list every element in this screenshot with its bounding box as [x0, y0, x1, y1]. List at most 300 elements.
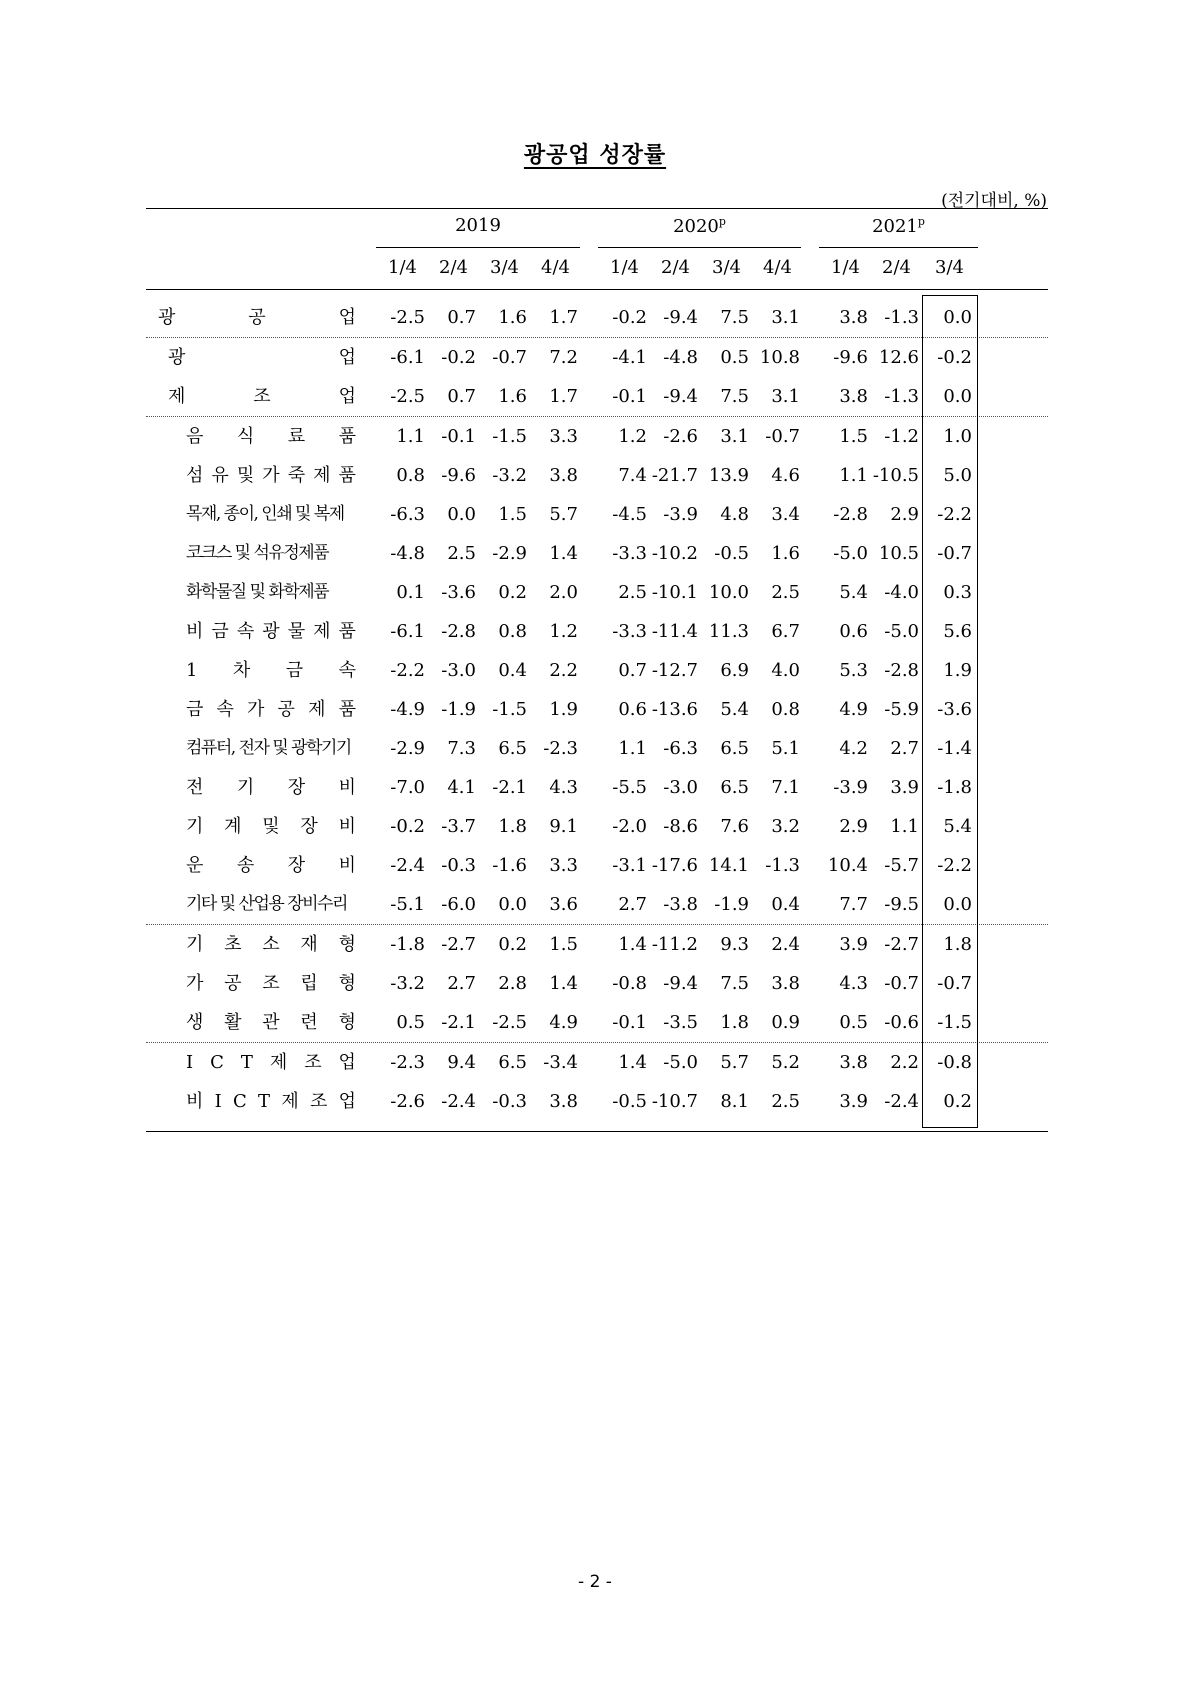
value-cell: 0.5 [839, 1012, 868, 1033]
value-cell: 7.5 [720, 307, 749, 328]
table-body [146, 290, 1048, 1131]
value-cell: -0.8 [612, 973, 647, 994]
value-cell: 1.7 [549, 307, 578, 328]
row-label [186, 612, 356, 651]
year-header-row [146, 209, 1048, 249]
value-cell: 7.4 [618, 465, 647, 486]
value-cell: -0.2 [441, 347, 476, 368]
value-cell: 0.7 [618, 660, 647, 681]
value-cell: 10.0 [708, 582, 749, 603]
row-label-char: C [233, 1091, 247, 1112]
table-row [146, 651, 1048, 690]
row-label-char: 계 [224, 816, 242, 837]
value-cell: 2.7 [618, 894, 647, 915]
value-cell: 2.5 [618, 582, 647, 603]
row-label [186, 1082, 356, 1121]
value-cell: -3.9 [663, 504, 698, 525]
value-cell: 1.1 [839, 465, 868, 486]
row-label [168, 338, 356, 377]
value-cell: -11.4 [651, 621, 698, 642]
value-cell: 1.7 [549, 386, 578, 407]
row-label-char: 품 [338, 426, 356, 447]
year-header-1 [598, 215, 801, 237]
value-cell: 9.3 [720, 934, 749, 955]
table-row [146, 690, 1048, 729]
value-cell: -0.2 [390, 816, 425, 837]
value-cell: 14.1 [708, 855, 749, 876]
value-cell: -1.9 [714, 894, 749, 915]
row-label-char: 업 [338, 1052, 356, 1073]
value-cell: -21.7 [651, 465, 698, 486]
value-cell: 5.1 [771, 738, 800, 759]
value-cell: 1.0 [943, 426, 972, 447]
value-cell: -12.7 [651, 660, 698, 681]
row-label-char: 비 [338, 855, 356, 876]
table-row [146, 1082, 1048, 1121]
value-cell: -1.8 [937, 777, 972, 798]
value-cell: 5.4 [943, 816, 972, 837]
value-cell: 0.6 [618, 699, 647, 720]
value-cell: -0.7 [937, 543, 972, 564]
value-cell: -10.1 [651, 582, 698, 603]
row-label-char: 관 [262, 1012, 280, 1033]
value-cell: -2.9 [390, 738, 425, 759]
row-label [168, 377, 356, 416]
quarter-header: 1/4 [388, 257, 417, 278]
value-cell: -11.2 [651, 934, 698, 955]
value-cell: 6.5 [720, 738, 749, 759]
year-label: 2021 [872, 216, 918, 237]
value-cell: -0.2 [937, 347, 972, 368]
value-cell: 0.4 [498, 660, 527, 681]
value-cell: 0.1 [396, 582, 425, 603]
row-label-char: 조 [304, 1052, 322, 1073]
row-label-char: 식 [236, 426, 255, 447]
value-cell: -2.6 [390, 1091, 425, 1112]
value-cell: -3.6 [937, 699, 972, 720]
row-label-char: 음 [186, 426, 204, 447]
table-row [146, 885, 1048, 924]
value-cell: -4.1 [612, 347, 647, 368]
value-cell: -2.4 [884, 1091, 919, 1112]
value-cell: -1.4 [937, 738, 972, 759]
quarter-header: 3/4 [490, 257, 519, 278]
value-cell: 1.4 [549, 973, 578, 994]
value-cell: -1.2 [884, 426, 919, 447]
row-label-char: 비 [186, 1091, 204, 1112]
value-cell: -9.6 [441, 465, 476, 486]
value-cell: 9.4 [447, 1052, 476, 1073]
value-cell: -4.9 [390, 699, 425, 720]
value-cell: 3.8 [839, 386, 868, 407]
value-cell: -5.9 [884, 699, 919, 720]
value-cell: -9.4 [663, 386, 698, 407]
row-label-char: 료 [287, 426, 306, 447]
value-cell: -6.3 [663, 738, 698, 759]
value-cell: 0.5 [396, 1012, 425, 1033]
value-cell: -2.5 [390, 386, 425, 407]
value-cell: 0.7 [447, 307, 476, 328]
value-cell: 6.5 [720, 777, 749, 798]
value-cell: -4.8 [663, 347, 698, 368]
value-cell: 3.3 [549, 426, 578, 447]
value-cell: -0.7 [884, 973, 919, 994]
row-label-char: 공 [248, 307, 266, 328]
value-cell: 2.5 [771, 582, 800, 603]
row-label-char: 금 [186, 699, 204, 720]
value-cell: -2.3 [390, 1052, 425, 1073]
value-cell: 7.3 [447, 738, 476, 759]
value-cell: 0.0 [943, 307, 972, 328]
value-cell: -5.5 [612, 777, 647, 798]
value-cell: 2.4 [771, 934, 800, 955]
year-label: 2020 [673, 216, 719, 237]
value-cell: 0.3 [943, 582, 972, 603]
row-label-char: 비 [338, 777, 356, 798]
value-cell: -6.1 [390, 621, 425, 642]
value-cell: -1.3 [884, 307, 919, 328]
value-cell: -6.3 [390, 504, 425, 525]
row-label-char: 물 [287, 621, 306, 642]
row-label-char: 기 [186, 934, 204, 955]
value-cell: 2.9 [839, 816, 868, 837]
row-label [186, 807, 356, 846]
value-cell: -9.4 [663, 307, 698, 328]
value-cell: -0.1 [441, 426, 476, 447]
value-cell: 13.9 [708, 465, 749, 486]
value-cell: 4.9 [839, 699, 868, 720]
preliminary-mark: p [917, 215, 925, 228]
quarter-header: 1/4 [610, 257, 639, 278]
table-row [146, 337, 1048, 377]
row-label-char: 형 [338, 973, 356, 994]
value-cell: -1.5 [492, 426, 527, 447]
row-label-char: 죽 [287, 465, 306, 486]
row-label-char: 유 [211, 465, 229, 486]
value-cell: -4.5 [612, 504, 647, 525]
row-label-char: 광 [168, 347, 186, 368]
value-cell: -0.1 [612, 1012, 647, 1033]
row-label-char: 섬 [186, 465, 204, 486]
value-cell: -2.1 [492, 777, 527, 798]
row-label-char: 비 [338, 816, 356, 837]
value-cell: 10.5 [878, 543, 919, 564]
value-cell: 3.1 [771, 386, 800, 407]
value-cell: 5.6 [943, 621, 972, 642]
value-cell: 3.8 [771, 973, 800, 994]
value-cell: 3.9 [890, 777, 919, 798]
row-label: 코크스 및 석유정제품 [186, 543, 329, 563]
row-label-char: 광 [262, 621, 280, 642]
value-cell: -0.2 [612, 307, 647, 328]
value-cell: 8.1 [720, 1091, 749, 1112]
table-row [146, 729, 1048, 768]
value-cell: 5.3 [839, 660, 868, 681]
value-cell: 0.4 [771, 894, 800, 915]
value-cell: 0.0 [943, 894, 972, 915]
value-cell: 1.6 [498, 307, 527, 328]
row-label-char: T [240, 1052, 253, 1073]
row-label-char: 공 [277, 699, 295, 720]
table-row [146, 456, 1048, 495]
table-row [146, 298, 1048, 337]
table-row [146, 924, 1048, 964]
row-label-char: 조 [309, 1091, 328, 1112]
value-cell: -0.8 [937, 1052, 972, 1073]
row-label-char: 장 [287, 855, 306, 876]
value-cell: 6.5 [498, 738, 527, 759]
value-cell: 3.4 [771, 504, 800, 525]
value-cell: -2.4 [441, 1091, 476, 1112]
value-cell: 1.1 [396, 426, 425, 447]
row-label-char: 품 [338, 699, 356, 720]
value-cell: 4.8 [720, 504, 749, 525]
value-cell: -17.6 [651, 855, 698, 876]
row-label [186, 964, 356, 1003]
quarter-header: 2/4 [661, 257, 690, 278]
latest-quarter-highlight-box [922, 295, 978, 1128]
value-cell: -10.5 [872, 465, 919, 486]
row-label-char: 송 [236, 855, 255, 876]
row-label-char: 품 [338, 621, 356, 642]
row-label [186, 1043, 356, 1082]
table-row [146, 416, 1048, 456]
value-cell: 0.0 [498, 894, 527, 915]
value-cell: -2.1 [441, 1012, 476, 1033]
row-label-char: 업 [338, 307, 356, 328]
value-cell: 2.7 [447, 973, 476, 994]
value-cell: -0.5 [612, 1091, 647, 1112]
value-cell: -1.5 [492, 699, 527, 720]
page-number: - 2 - [578, 1572, 612, 1592]
body-top-gap [146, 290, 1048, 298]
value-cell: 3.1 [720, 426, 749, 447]
table-row [146, 495, 1048, 534]
row-label [186, 846, 356, 885]
row-label-char: 제 [308, 699, 326, 720]
table-row [146, 846, 1048, 885]
quarter-header-row [146, 249, 1048, 290]
table-row [146, 1042, 1048, 1082]
value-cell: 0.7 [447, 386, 476, 407]
value-cell: 1.6 [498, 386, 527, 407]
value-cell: -0.3 [492, 1091, 527, 1112]
value-cell: 2.0 [549, 582, 578, 603]
value-cell: -5.1 [390, 894, 425, 915]
row-label-char: 가 [262, 465, 280, 486]
value-cell: -2.5 [390, 307, 425, 328]
value-cell: 5.4 [720, 699, 749, 720]
value-cell: -6.0 [441, 894, 476, 915]
value-cell: -2.3 [543, 738, 578, 759]
row-label-char: 련 [300, 1012, 318, 1033]
value-cell: -1.5 [937, 1012, 972, 1033]
table-title-wrap [0, 138, 1190, 169]
value-cell: 0.5 [720, 347, 749, 368]
value-cell: 3.8 [549, 1091, 578, 1112]
value-cell: 1.6 [771, 543, 800, 564]
row-label-char: 및 [236, 465, 255, 486]
row-label-char: 운 [186, 855, 204, 876]
row-label-char: 립 [300, 973, 318, 994]
value-cell: 3.6 [549, 894, 578, 915]
growth-rate-table [146, 208, 1048, 1132]
value-cell: 3.1 [771, 307, 800, 328]
value-cell: 3.2 [771, 816, 800, 837]
row-label-char: 형 [338, 1012, 356, 1033]
row-label [186, 417, 356, 456]
value-cell: 0.0 [447, 504, 476, 525]
value-cell: 1.2 [549, 621, 578, 642]
value-cell: 1.8 [720, 1012, 749, 1033]
value-cell: 0.2 [498, 582, 527, 603]
value-cell: -0.7 [937, 973, 972, 994]
row-label-char: 금 [211, 621, 229, 642]
value-cell: -3.3 [612, 543, 647, 564]
value-cell: 0.8 [498, 621, 527, 642]
row-label-char: 조 [262, 973, 280, 994]
row-label-char: 광 [158, 307, 176, 328]
value-cell: 0.8 [396, 465, 425, 486]
value-cell: -6.1 [390, 347, 425, 368]
row-label-char: 기 [186, 816, 204, 837]
value-cell: 2.8 [498, 973, 527, 994]
row-label-char: 속 [216, 699, 234, 720]
value-cell: 1.8 [498, 816, 527, 837]
value-cell: -1.8 [390, 934, 425, 955]
value-cell: 5.7 [549, 504, 578, 525]
row-label: 기타 및 산업용 장비수리 [186, 894, 347, 914]
value-cell: 0.0 [943, 386, 972, 407]
row-label-char: C [210, 1052, 224, 1073]
table-row [146, 612, 1048, 651]
value-cell: 6.5 [498, 1052, 527, 1073]
row-label-char: 업 [338, 1091, 356, 1112]
value-cell: 9.1 [549, 816, 578, 837]
row-label-char: I [186, 1052, 194, 1073]
value-cell: -2.4 [390, 855, 425, 876]
value-cell: -3.8 [663, 894, 698, 915]
row-label-char: 제 [313, 621, 331, 642]
value-cell: -4.0 [884, 582, 919, 603]
value-cell: 3.8 [839, 1052, 868, 1073]
row-label-char: 속 [236, 621, 255, 642]
value-cell: -3.1 [612, 855, 647, 876]
value-cell: 1.1 [890, 816, 919, 837]
year-underline [376, 247, 580, 248]
value-cell: 5.0 [943, 465, 972, 486]
value-cell: 10.8 [759, 347, 800, 368]
table-row [146, 377, 1048, 416]
value-cell: -4.8 [390, 543, 425, 564]
row-label-char: 장 [287, 777, 306, 798]
row-label-char: 기 [236, 777, 255, 798]
value-cell: -2.8 [441, 621, 476, 642]
value-cell: -1.3 [765, 855, 800, 876]
value-cell: -13.6 [651, 699, 698, 720]
value-cell: -3.0 [663, 777, 698, 798]
value-cell: -7.0 [390, 777, 425, 798]
value-cell: 2.7 [890, 738, 919, 759]
row-label [186, 768, 356, 807]
value-cell: 7.5 [720, 973, 749, 994]
value-cell: -0.7 [492, 347, 527, 368]
quarter-header: 2/4 [439, 257, 468, 278]
value-cell: -5.0 [884, 621, 919, 642]
value-cell: 0.9 [771, 1012, 800, 1033]
value-cell: -0.5 [714, 543, 749, 564]
value-cell: 3.8 [839, 307, 868, 328]
value-cell: 3.9 [839, 934, 868, 955]
quarter-header: 4/4 [541, 257, 570, 278]
value-cell: 7.2 [549, 347, 578, 368]
row-label-char: 차 [232, 660, 251, 681]
value-cell: -9.5 [884, 894, 919, 915]
quarter-header: 1/4 [831, 257, 860, 278]
row-label [186, 651, 356, 690]
row-label: 컴퓨터, 전자 및 광학기기 [186, 738, 351, 758]
value-cell: 10.4 [827, 855, 868, 876]
value-cell: -3.9 [833, 777, 868, 798]
row-label [186, 925, 356, 964]
row-label-char: 1 [186, 660, 198, 681]
value-cell: 1.9 [943, 660, 972, 681]
value-cell: -3.3 [612, 621, 647, 642]
row-label-char: 초 [224, 934, 242, 955]
row-label-char: 공 [224, 973, 242, 994]
value-cell: 6.7 [771, 621, 800, 642]
value-cell: -5.7 [884, 855, 919, 876]
value-cell: -3.2 [390, 973, 425, 994]
value-cell: -0.7 [765, 426, 800, 447]
value-cell: -0.1 [612, 386, 647, 407]
value-cell: -2.2 [937, 855, 972, 876]
value-cell: -2.2 [937, 504, 972, 525]
value-cell: 1.1 [618, 738, 647, 759]
value-cell: 4.2 [839, 738, 868, 759]
quarter-header: 3/4 [712, 257, 741, 278]
value-cell: -3.5 [663, 1012, 698, 1033]
row-label [158, 298, 356, 337]
row-label: 화학물질 및 화학제품 [186, 582, 329, 602]
row-label: 목재, 종이, 인쇄 및 복제 [186, 504, 344, 524]
quarter-header: 3/4 [935, 257, 964, 278]
row-label-char: 활 [224, 1012, 242, 1033]
value-cell: -2.7 [441, 934, 476, 955]
value-cell: 1.4 [618, 934, 647, 955]
row-label-char: 비 [186, 621, 204, 642]
value-cell: -10.2 [651, 543, 698, 564]
row-label-char: T [258, 1091, 271, 1112]
value-cell: 5.7 [720, 1052, 749, 1073]
value-cell: 2.5 [447, 543, 476, 564]
value-cell: 2.2 [549, 660, 578, 681]
table-row [146, 807, 1048, 846]
row-label-char: 소 [262, 934, 280, 955]
value-cell: -2.0 [612, 816, 647, 837]
table-row [146, 1003, 1048, 1042]
value-cell: -3.4 [543, 1052, 578, 1073]
quarter-header: 2/4 [882, 257, 911, 278]
row-label-char: 금 [285, 660, 304, 681]
value-cell: 3.3 [549, 855, 578, 876]
value-cell: 2.9 [890, 504, 919, 525]
value-cell: -5.0 [663, 1052, 698, 1073]
value-cell: -5.0 [833, 543, 868, 564]
value-cell: 7.1 [771, 777, 800, 798]
row-label [186, 1003, 356, 1042]
value-cell: 1.9 [549, 699, 578, 720]
